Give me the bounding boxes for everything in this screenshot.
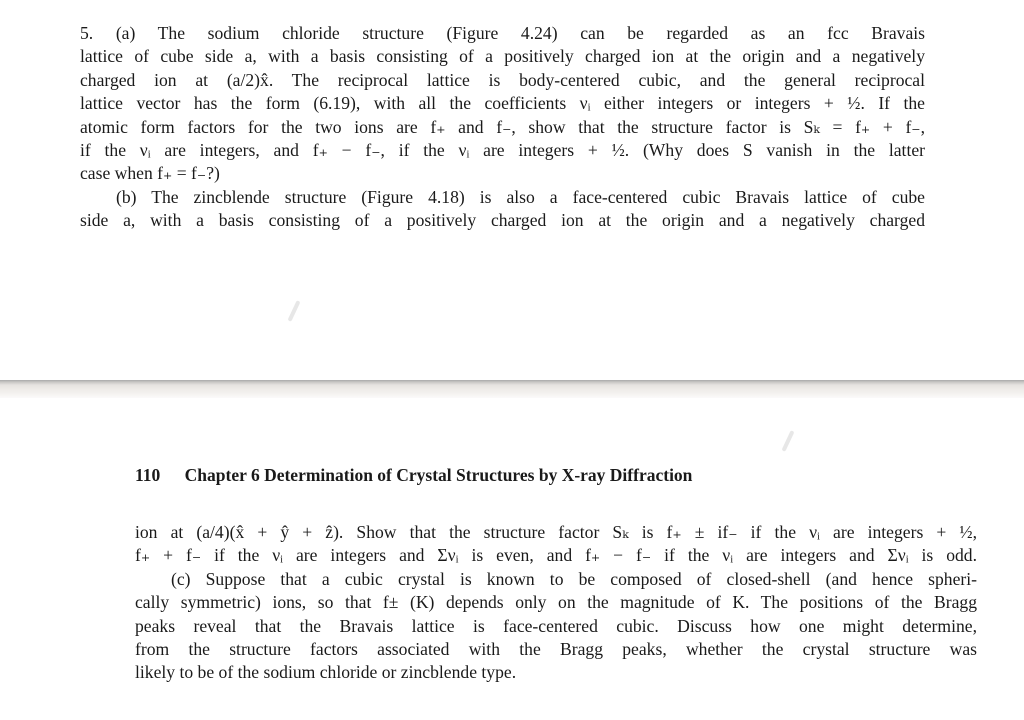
problem-5-text-top — [80, 22, 925, 233]
text-line: ion at (a/4)(x̂ + ŷ + ẑ). Show that the structure factor Sₖ is f₊ ± if₋ if the νᵢ are integers + ½, — [135, 522, 977, 542]
text-line-part-c: (c) Suppose that a cubic crystal is known to be composed of closed-shell (and hence spheri- — [171, 568, 977, 589]
text-line: atomic form factors for the two ions are f₊ and f₋, show that the structure factor is Sₖ = f₊ + f₋, — [80, 116, 925, 137]
chapter-title: Chapter 6 Determination of Crystal Structures by X-ray Diffraction — [184, 465, 693, 485]
text-line: charged ion at (a/2)x̂. The reciprocal lattice is body-centered cubic, and the general reciprocal — [80, 69, 925, 90]
text-line: if the νᵢ are integers, and f₊ − f₋, if the νᵢ are integers + ½. (Why does S vanish in the latter — [80, 140, 925, 161]
text-line: cally symmetric) ions, so that f± (K) depends only on the magnitude of K. The positions of the Bragg — [135, 592, 977, 613]
scan-smudge — [782, 430, 795, 452]
text-line: case when f₊ = f₋?) — [80, 163, 220, 184]
page-separator — [0, 380, 1024, 398]
text-line: likely to be of the sodium chloride or zincblende type. — [135, 662, 517, 683]
text-line: peaks reveal that the Bravais lattice is face-centered cubic. Discuss how one might determine, — [135, 615, 977, 636]
text-line: side a, with a basis consisting of a positively charged ion at the origin and a negatively charged — [80, 210, 925, 231]
problem-5-text-bottom — [135, 521, 977, 685]
text-line: 5. (a) The sodium chloride structure (Figure 4.24) can be regarded as an fcc Bravais — [80, 23, 925, 43]
text-line: lattice vector has the form (6.19), with all the coefficients νᵢ either integers or integers + ½. If the — [80, 93, 925, 114]
text-line: lattice of cube side a, with a basis consisting of a positively charged ion at the origin and a negatively — [80, 46, 925, 67]
page-number: 110 — [135, 465, 161, 485]
text-line-part-b: (b) The zincblende structure (Figure 4.18) is also a face-centered cubic Bravais lattice of cube — [116, 186, 925, 207]
text-line: f₊ + f₋ if the νᵢ are integers and Σνᵢ is even, and f₊ − f₋ if the νᵢ are integers and Σνᵢ is odd. — [135, 545, 977, 566]
text-line: from the structure factors associated with the Bragg peaks, whether the crystal structure was — [135, 639, 977, 660]
running-head — [135, 465, 692, 486]
scan-smudge — [288, 300, 301, 322]
